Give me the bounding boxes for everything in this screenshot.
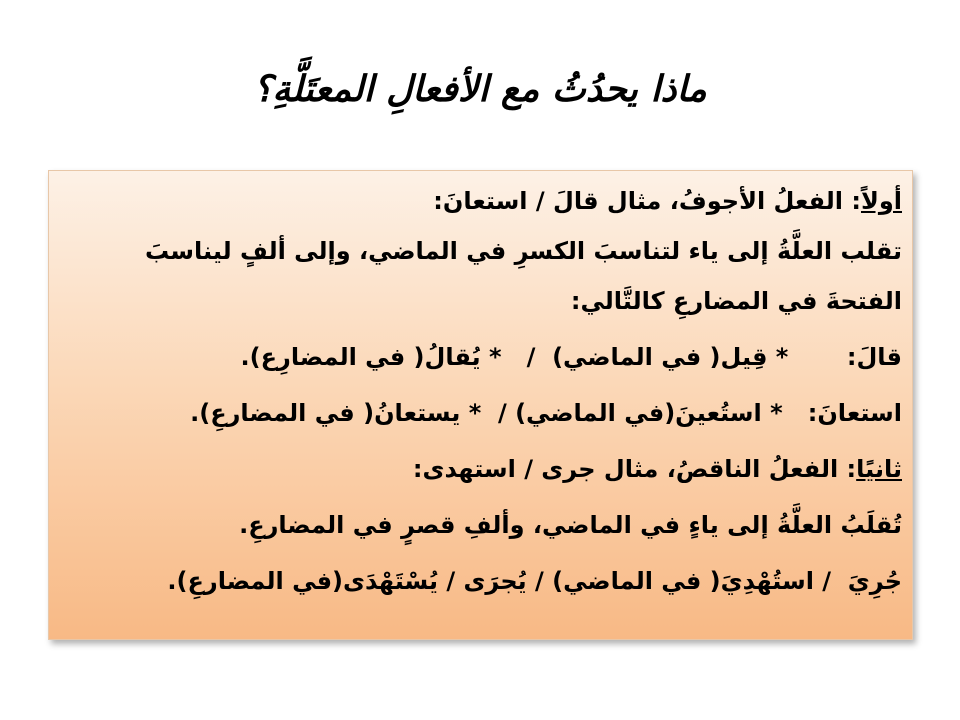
section1-rule-line2: الفتحةَ في المضارعِ كالتَّالي:	[570, 287, 902, 315]
section2-example: جُرِيَ / استُهْدِيَ( في الماضي) / يُجرَى / يُسْتَهْدَى(في المضارعِ).	[167, 567, 902, 595]
section2-heading-text: : الفعلُ الناقصُ، مثال جرى / استهدى:	[412, 455, 857, 483]
section1-example-istaana: استعانَ: * استُعينَ(في الماضي) / * يستعانُ( في المضارعِ).	[190, 399, 902, 427]
content-lines	[62, 179, 902, 615]
section2-rule-line: تُقلَبُ العلَّةُ إلى ياءٍ في الماضي، وألفِ قصرٍ في المضارعِ.	[239, 511, 902, 539]
section1-rule-line1: تقلب العلَّةُ إلى ياء لتناسبَ الكسرِ في الماضي، وإلى ألفٍ ليناسبَ	[145, 237, 902, 265]
section1-example-qala: قالَ: * قِيل( في الماضي) / * يُقالُ( في المضارِع).	[240, 343, 902, 371]
section2-heading	[62, 447, 902, 503]
section1-label: أولاً	[860, 187, 902, 215]
content-box	[48, 170, 913, 640]
section1-heading	[62, 179, 902, 229]
section1-heading-text: : الفعلُ الأجوفُ، مثال قالَ / استعانَ:	[433, 187, 861, 215]
slide-title: ماذا يحدُثُ مع الأفعالِ المعتَلَّةِ؟	[253, 68, 707, 110]
section2-label: ثانيًا	[856, 455, 902, 483]
